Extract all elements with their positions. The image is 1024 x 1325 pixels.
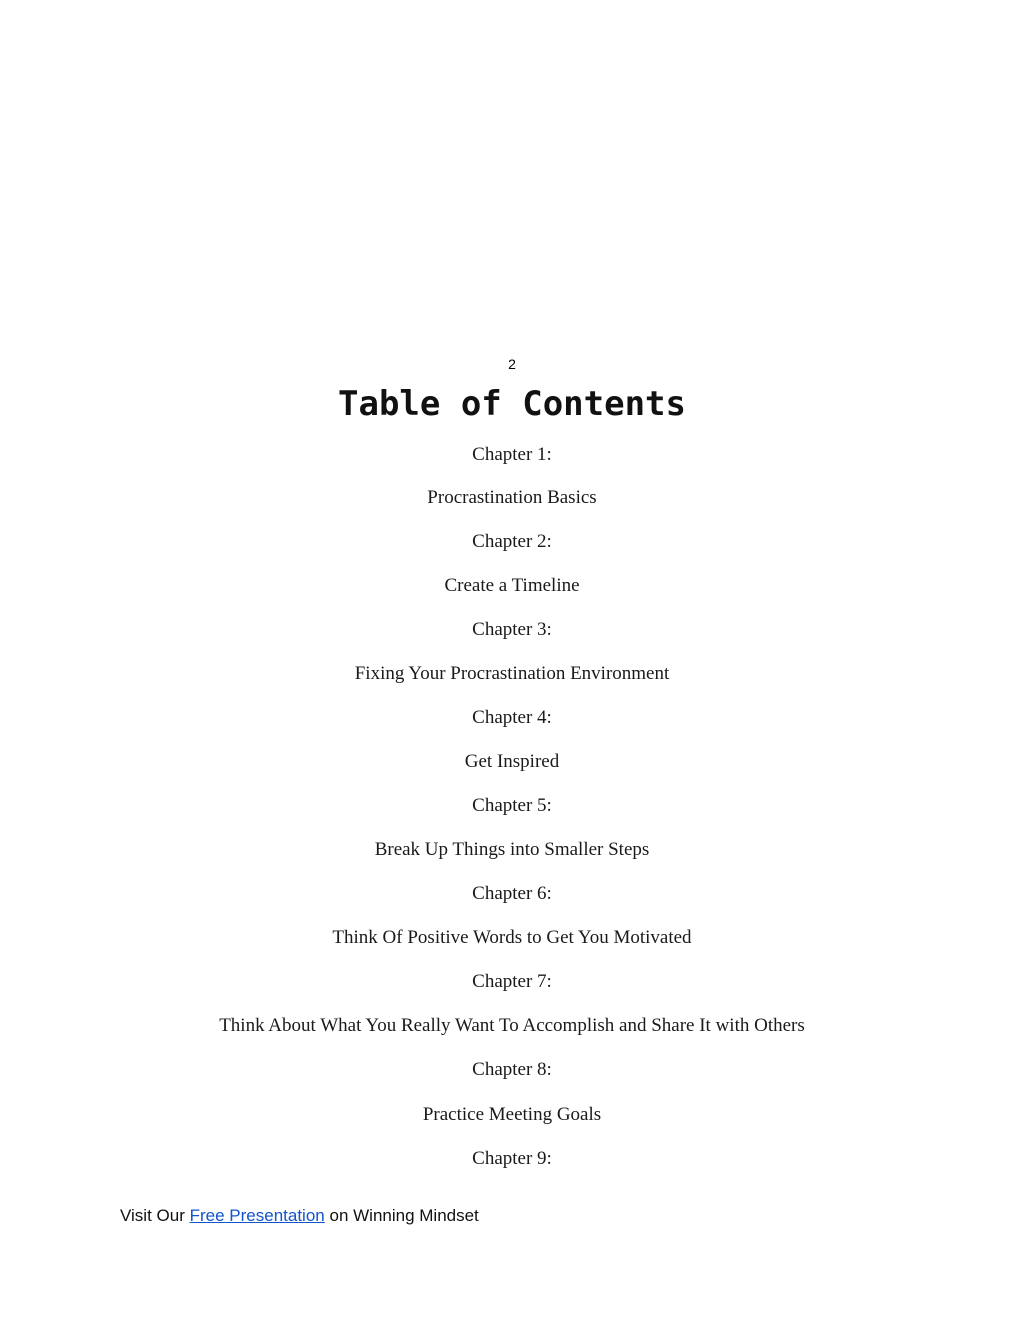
toc-chapter-2-label: Chapter 2:	[472, 531, 552, 552]
footer	[120, 1206, 479, 1226]
toc-chapter-8-title: Practice Meeting Goals	[422, 1104, 602, 1125]
footer-suffix: on Winning Mindset	[329, 1206, 479, 1225]
toc-chapter-1-label: Chapter 1:	[472, 444, 552, 465]
free-presentation-link[interactable]: Free Presentation	[189, 1206, 325, 1225]
toc-chapter-7-label: Chapter 7:	[472, 971, 552, 992]
page-title: Table of Contents	[338, 384, 686, 424]
toc-chapter-4-title: Get Inspired	[464, 751, 560, 772]
toc-chapter-6-title: Think Of Positive Words to Get You Motivated	[332, 927, 692, 948]
toc-chapter-6-label: Chapter 6:	[472, 883, 552, 904]
toc-chapter-8-label: Chapter 8:	[472, 1059, 552, 1080]
page-number: 2	[508, 356, 516, 372]
toc-chapter-2-title: Create a Timeline	[444, 575, 580, 596]
toc-chapter-9-label: Chapter 9:	[472, 1148, 552, 1169]
toc-chapter-1-title: Procrastination Basics	[427, 487, 597, 508]
toc-chapter-3-title: Fixing Your Procrastination Environment	[354, 663, 670, 684]
footer-prefix: Visit Our	[120, 1206, 185, 1225]
toc-chapter-4-label: Chapter 4:	[472, 707, 552, 728]
toc-chapter-3-label: Chapter 3:	[472, 619, 552, 640]
toc-chapter-5-label: Chapter 5:	[472, 795, 552, 816]
toc-chapter-5-title: Break Up Things into Smaller Steps	[374, 839, 650, 860]
toc-chapter-7-title: Think About What You Really Want To Accomplish and Share It with Others	[219, 1015, 805, 1036]
